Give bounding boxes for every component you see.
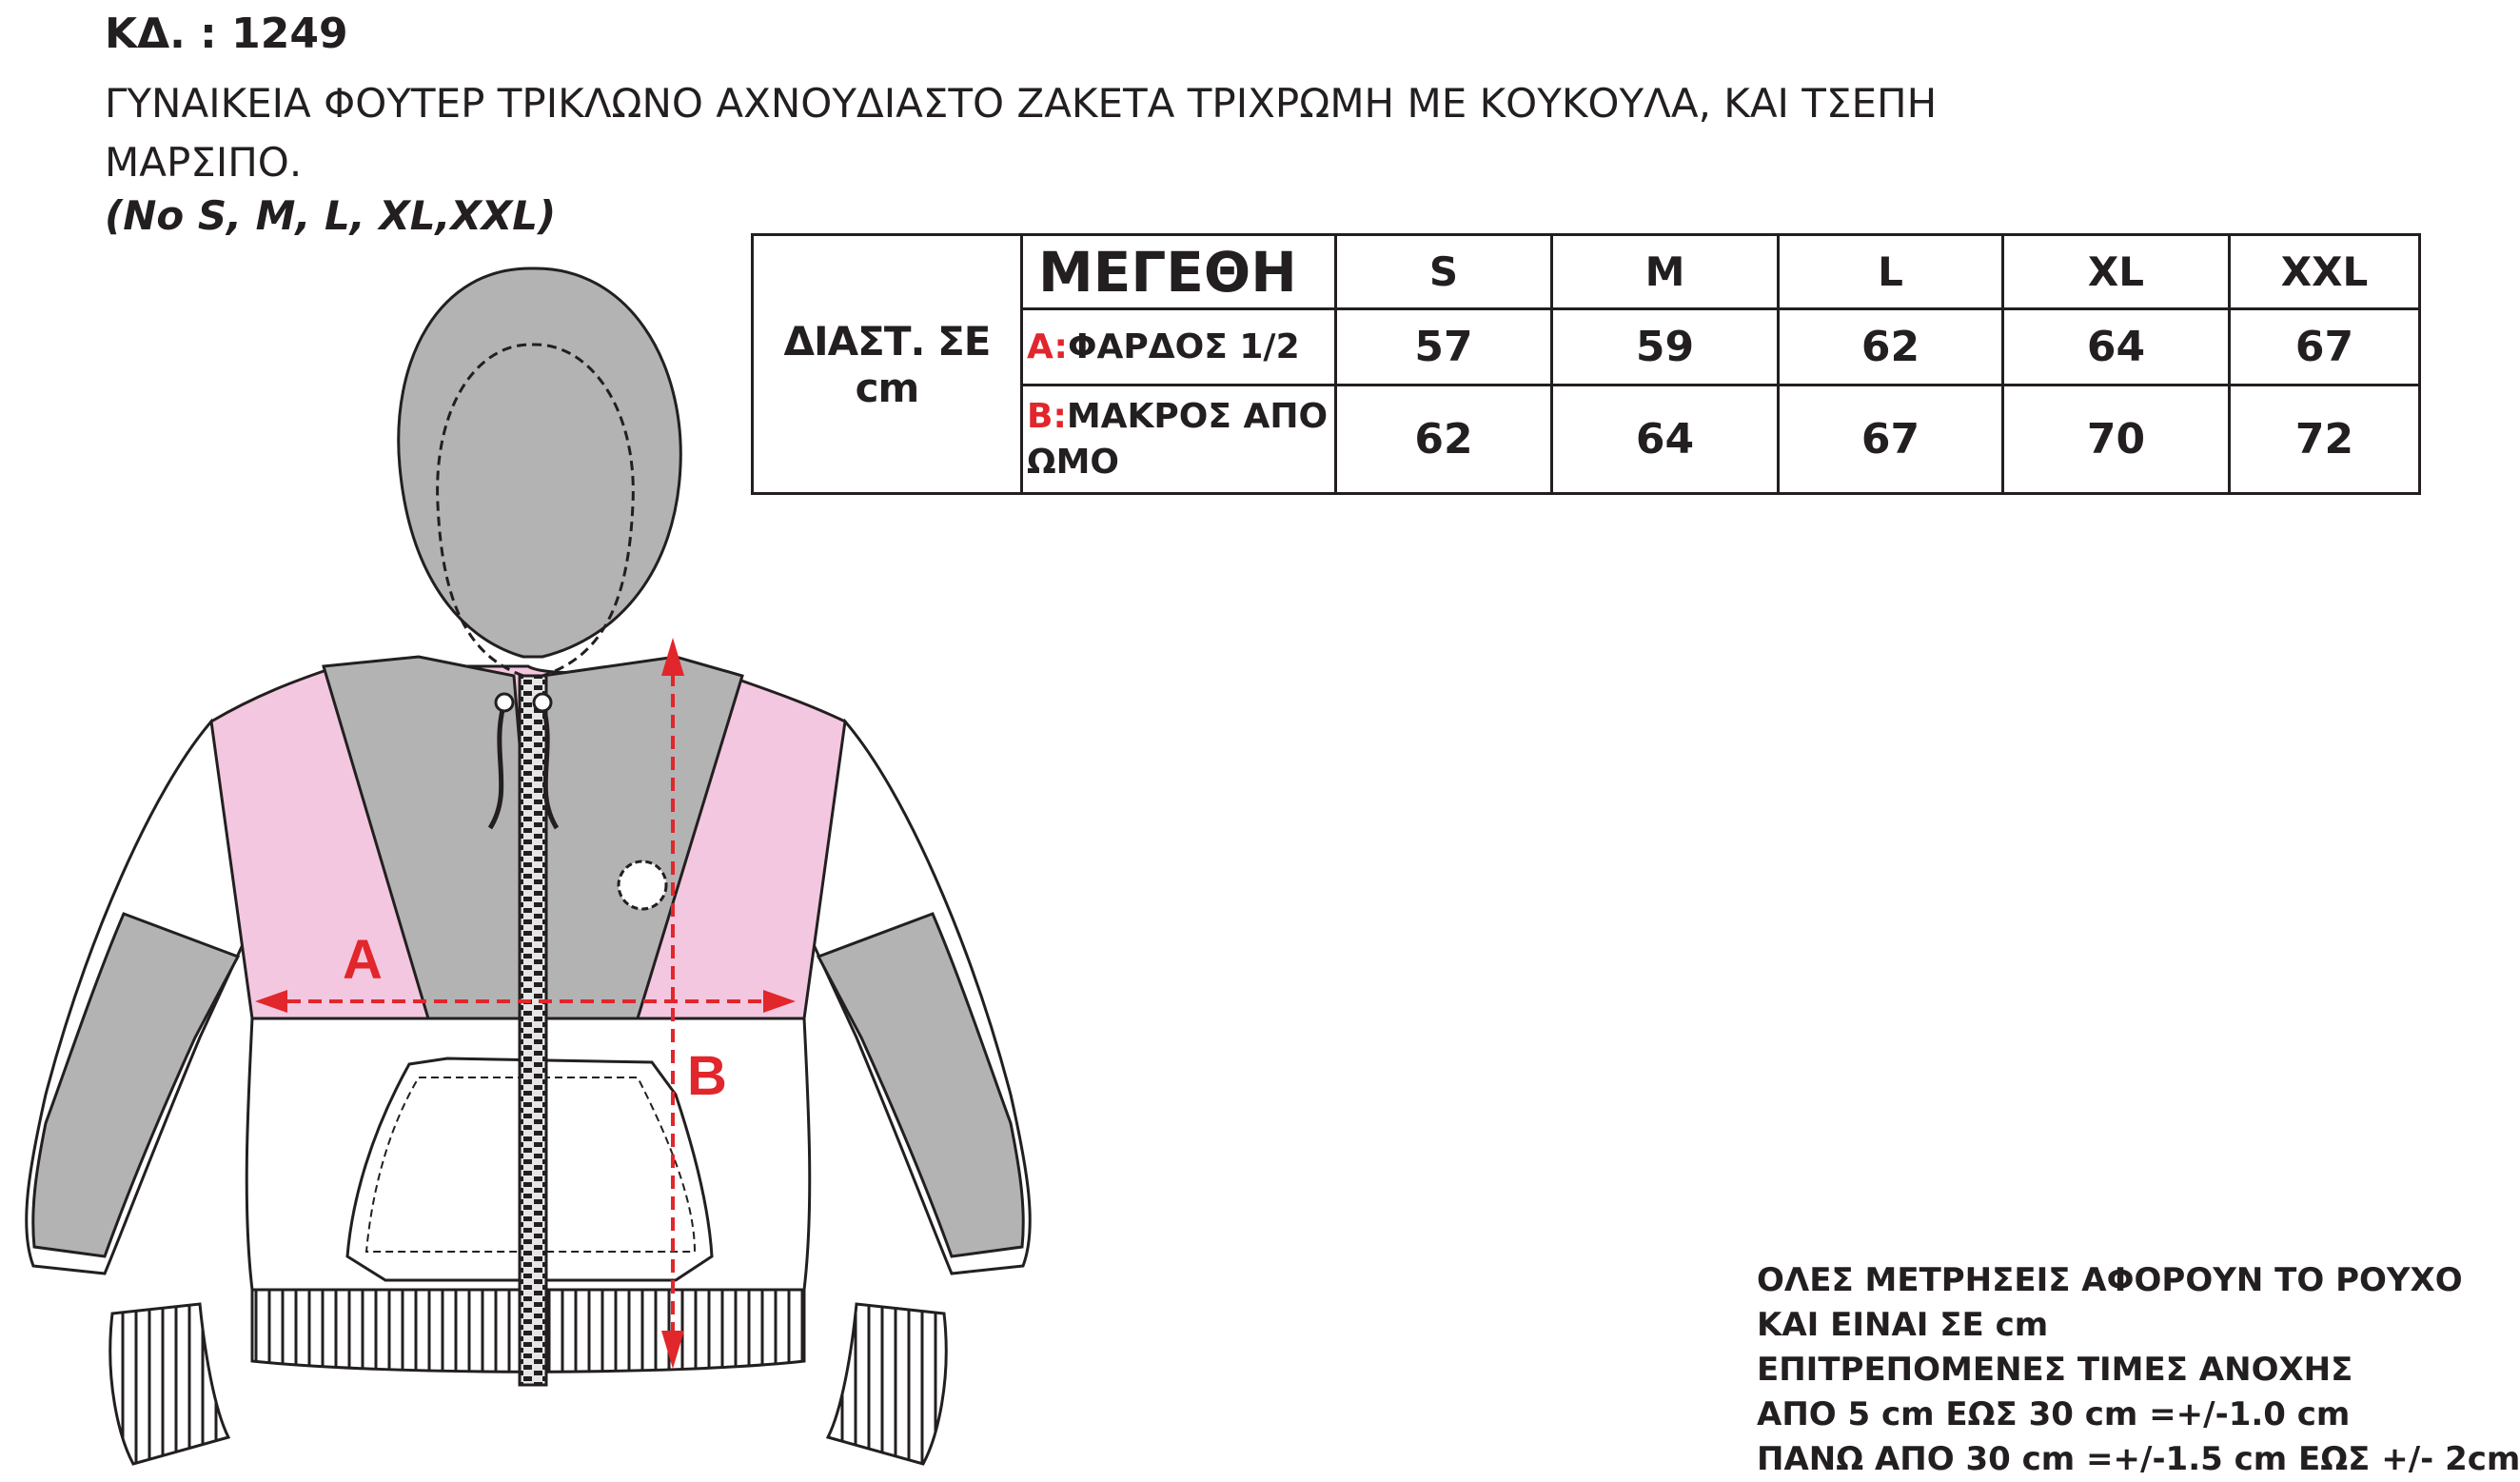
note-line-5: ΠΑΝΩ ΑΠΟ 30 cm =+/-1.5 cm ΕΩΣ +/- 2cm <box>1757 1440 2520 1478</box>
length-l: 67 <box>1779 385 2003 494</box>
size-s: S <box>1336 235 1552 309</box>
width-l: 62 <box>1779 309 2003 385</box>
hood <box>399 268 681 657</box>
product-code: ΚΔ. : 1249 <box>105 10 348 58</box>
length-label: ΜΑΚΡΟΣ ΑΠΟ ΩΜΟ <box>1027 396 1329 482</box>
hoodie-technical-drawing <box>10 257 1066 1478</box>
length-s: 62 <box>1336 385 1552 494</box>
size-xl: XL <box>2003 235 2230 309</box>
tolerance-notes <box>1757 1258 2520 1482</box>
note-line-1: ΟΛΕΣ ΜΕΤΡΗΣΕΙΣ ΑΦΟΡΟΥΝ ΤΟ ΡΟΥΧΟ <box>1757 1261 2463 1299</box>
length-m: 64 <box>1552 385 1779 494</box>
length-param <box>1022 385 1336 494</box>
width-param <box>1022 309 1336 385</box>
length-xl: 70 <box>2003 385 2230 494</box>
width-s: 57 <box>1336 309 1552 385</box>
right-cuff <box>828 1304 946 1464</box>
width-key: A: <box>1027 326 1068 366</box>
front-zipper <box>520 676 546 1385</box>
width-m: 59 <box>1552 309 1779 385</box>
note-line-3: ΕΠΙΤΡΕΠΟΜΕΝΕΣ ΤΙΜΕΣ ΑΝΟΧΗΣ <box>1757 1351 2353 1389</box>
sizes-title: ΜΕΓΕΘΗ <box>1022 235 1336 309</box>
length-xxl: 72 <box>2230 385 2420 494</box>
size-m: M <box>1552 235 1779 309</box>
dimensions-label: ΔΙΑΣΤ. ΣΕ cm <box>753 235 1022 494</box>
product-description: ΓΥΝΑΙΚΕΙΑ ΦΟΥΤΕΡ ΤΡΙΚΛΩΝΟ ΑΧΝΟΥΔΙΑΣΤΟ ΖΑΚΕΤΑ ΤΡΙΧΡΩΜΗ ΜΕ ΚΟΥΚΟΥΛΑ, ΚΑΙ ΤΣΕΠΗ ΜΑΡΣΙΠΟ. <box>105 80 1938 186</box>
note-line-4: ΑΠΟ 5 cm ΕΩΣ 30 cm =+/-1.0 cm <box>1757 1395 2351 1433</box>
length-label-b: B <box>687 1045 727 1107</box>
chest-badge <box>619 861 666 909</box>
size-l: L <box>1779 235 2003 309</box>
available-sizes: (No S, M, L, XL,XXL) <box>105 192 557 239</box>
size-xxl: XXL <box>2230 235 2420 309</box>
length-key: B: <box>1027 396 1067 436</box>
note-line-2: ΚΑΙ ΕΙΝΑΙ ΣΕ cm <box>1757 1306 2049 1344</box>
right-eyelet <box>534 694 551 711</box>
width-xxl: 67 <box>2230 309 2420 385</box>
width-xl: 64 <box>2003 309 2230 385</box>
width-label-a: A <box>343 929 383 991</box>
width-label: ΦΑΡΔΟΣ 1/2 <box>1067 326 1300 366</box>
left-sleeve-gray-band <box>33 914 238 1256</box>
left-cuff <box>110 1304 228 1464</box>
left-eyelet <box>496 694 513 711</box>
right-sleeve-gray-band <box>818 914 1023 1256</box>
